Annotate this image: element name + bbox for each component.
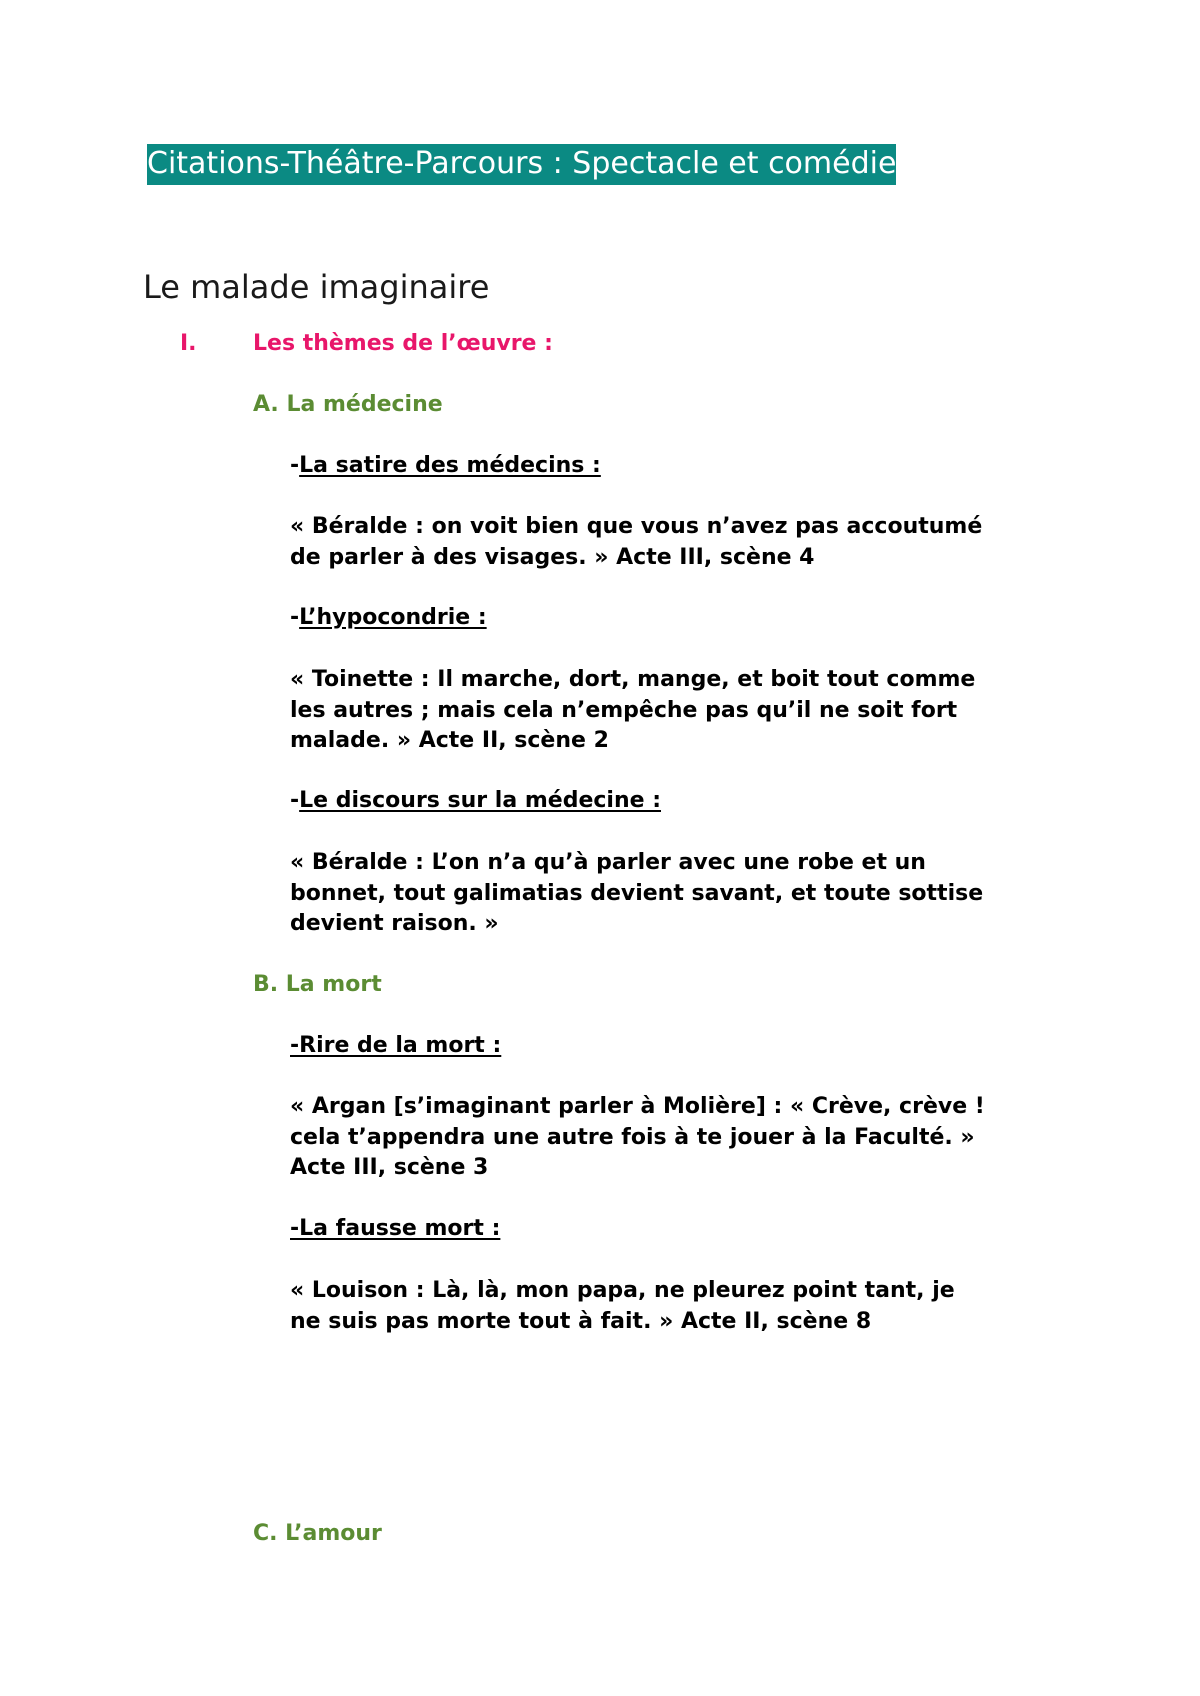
subheading-text: -Rire de la mort :: [290, 1033, 502, 1058]
subheading-rire-mort: [290, 1032, 501, 1060]
quote-line: devient raison. »: [290, 911, 499, 936]
work-title: Le malade imaginaire: [143, 268, 490, 306]
subheading-fausse-mort: [290, 1215, 500, 1243]
subheading-text: La satire des médecins :: [299, 453, 601, 478]
quote-toinette: [290, 665, 1070, 757]
quote-line: malade. » Acte II, scène 2: [290, 728, 609, 753]
section-heading-amour: C. L’amour: [253, 1521, 382, 1546]
quote-line: « Argan [s’imaginant parler à Molière] : « Crève, crève !: [290, 1094, 985, 1119]
quote-louison: [290, 1276, 1070, 1337]
part-number: I.: [180, 331, 197, 356]
quote-argan: [290, 1092, 1070, 1184]
document-title: [147, 143, 896, 185]
quote-line: les autres ; mais cela n’empêche pas qu’il ne soit fort: [290, 697, 958, 723]
quote-line: de parler à des visages. » Acte III, scène 4: [290, 544, 815, 570]
subheading-discours: [290, 787, 661, 815]
subheading-prefix: -: [290, 453, 300, 478]
subheading-text: Le discours sur la médecine :: [299, 788, 661, 813]
quote-line: « Béralde : on voit bien que vous n’avez pas accoutumé: [290, 514, 983, 539]
quote-line: « Béralde : L’on n’a qu’à parler avec une robe et un: [290, 850, 926, 875]
quote-beralde-robe: [290, 848, 1070, 940]
quote-line: Acte III, scène 3: [290, 1155, 489, 1180]
document-title-text: Citations-Théâtre-Parcours : Spectacle et comédie: [147, 144, 896, 185]
quote-line: bonnet, tout galimatias devient savant, et toute sottise: [290, 880, 984, 906]
quote-line: cela t’appendra une autre fois à te jouer à la Faculté. »: [290, 1124, 975, 1150]
subheading-text: L’hypocondrie :: [299, 605, 487, 630]
subheading-text: -La fausse mort :: [290, 1216, 501, 1241]
quote-line: « Toinette : Il marche, dort, mange, et boit tout comme: [290, 667, 976, 692]
subheading-prefix: -: [290, 788, 300, 813]
subheading-hypocondrie: [290, 604, 487, 632]
subheading-satire: [290, 452, 601, 480]
subheading-prefix: -: [290, 605, 300, 630]
quote-beralde-visages: [290, 512, 1070, 573]
quote-line: ne suis pas morte tout à fait. » Acte II, scène 8: [290, 1308, 872, 1334]
quote-line: « Louison : Là, là, mon papa, ne pleurez point tant, je: [290, 1278, 955, 1303]
section-heading-mort: B. La mort: [253, 972, 382, 997]
section-heading-medecine: A. La médecine: [253, 392, 443, 417]
part-title: Les thèmes de l’œuvre :: [253, 331, 553, 356]
